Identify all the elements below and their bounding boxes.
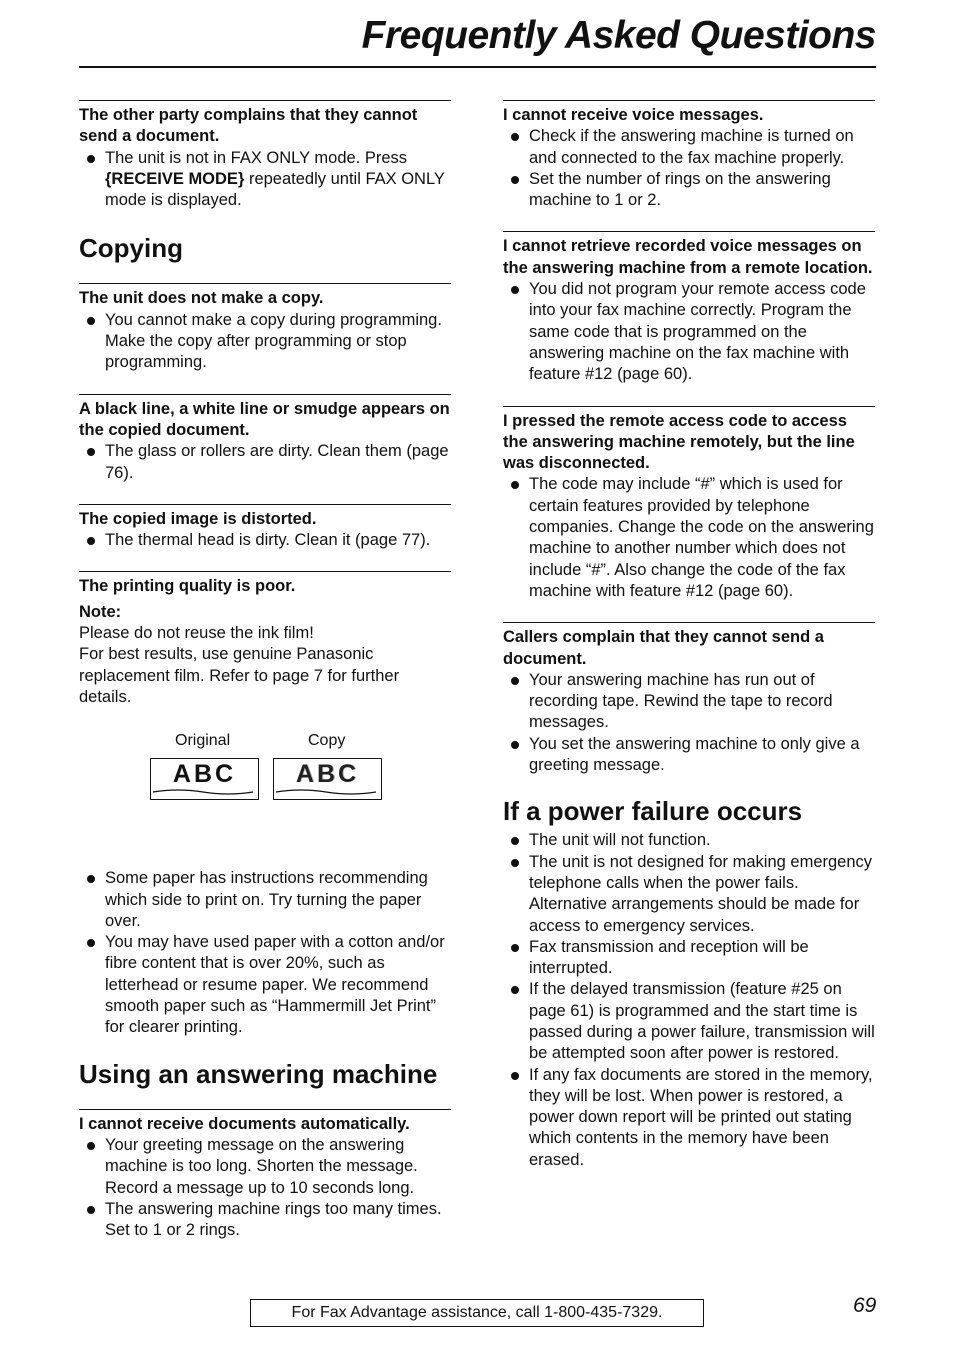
faq-intro [79, 100, 451, 211]
faq-bullet: The code may include “#” which is used for certain features provided by telephone companies. Change the code on the answering machine to another number which does not include “#”. Also change the code of the fax machine with feature #12 (page 60). [503, 474, 875, 602]
faq-bullet: You may have used paper with a cotton and/or fibre content that is over 20%, such as letterhead or resume paper. We recommend smooth paper such as “Hammermill Jet Print” for clearer printing. [79, 932, 451, 1038]
note-text: For best results, use genuine Panasonic replacement film. Refer to page 7 for further details. [79, 645, 400, 706]
faq-question: The other party complains that they cannot send a document. [79, 106, 418, 146]
faq-copy-2 [79, 394, 451, 484]
faq-bullet [79, 148, 451, 212]
faq-bullet: Check if the answering machine is turned on and connected to the fax machine properly. [503, 126, 875, 169]
faq-bullets [79, 148, 451, 212]
faq-bullet: The unit will not function. [503, 830, 875, 851]
faq-bullet: You cannot make a copy during programming. Make the copy after programming or stop programming. [79, 310, 451, 374]
faq-bullet: Your greeting message on the answering machine is too long. Shorten the message. Record a message up to 10 seconds long. [79, 1135, 451, 1199]
faq-question: A black line, a white line or smudge appears on the copied document. [79, 399, 450, 439]
faq-copy-1 [79, 283, 451, 373]
faq-question: The copied image is distorted. [79, 509, 317, 528]
faq-bullets [79, 530, 451, 551]
paper-wave-icon [276, 788, 376, 796]
section-title-power-failure: If a power failure occurs [503, 796, 803, 827]
footer-assistance: For Fax Advantage assistance, call 1-800-435-7329. [250, 1299, 704, 1327]
faq-bullet: Fax transmission and reception will be interrupted. [503, 937, 875, 980]
faq-bullet: The glass or rollers are dirty. Clean them (page 76). [79, 441, 451, 484]
faq-bullets [503, 126, 875, 211]
faq-bullet: Some paper has instructions recommending which side to print on. Try turning the paper over. [79, 868, 451, 932]
faq-question: Callers complain that they cannot send a document. [503, 628, 824, 668]
paper-wave-icon [153, 788, 253, 796]
faq-bullets [79, 1135, 451, 1241]
section-title-answering-machine: Using an answering machine [79, 1058, 438, 1089]
faq-remote-disconnect [503, 406, 875, 603]
title-rule [79, 66, 876, 68]
faq-bullets [503, 279, 875, 385]
faq-bullets [79, 310, 451, 374]
original-caption: Original [175, 732, 231, 750]
section-title-copying: Copying [79, 233, 183, 264]
faq-question: The printing quality is poor. [79, 577, 296, 596]
faq-bullets [503, 474, 875, 602]
original-sample-text: ABC [172, 760, 237, 789]
faq-bullet: If the delayed transmission (feature #25 on page 61) is programmed and the start time is passed during a power failure, transmission will be attempted soon after power is restored. [503, 979, 875, 1064]
bullet-text: repeatedly until FAX ONLY mode is displayed. [105, 169, 445, 210]
bullet-text: The unit is not in FAX ONLY mode. Press [105, 148, 408, 167]
right-column [503, 100, 875, 1171]
faq-question: I cannot receive documents automatically. [79, 1114, 410, 1133]
faq-copy-3 [79, 504, 451, 552]
note-label: Note: [79, 602, 122, 621]
faq-remote-retrieve [503, 231, 875, 385]
faq-print-quality [79, 571, 451, 1038]
faq-bullet: You did not program your remote access code into your fax machine correctly. Program the same code that is programmed on the answering machine on the fax machine with feature #12 (page 60). [503, 279, 875, 385]
copy-sample-text: ABC [295, 760, 360, 789]
copy-sample [273, 758, 382, 800]
faq-callers-complain [503, 622, 875, 776]
faq-bullets [503, 670, 875, 776]
faq-answering [79, 1109, 451, 1242]
faq-question: I cannot retrieve recorded voice messages on the answering machine from a remote location. [503, 237, 873, 277]
receive-mode-key: {RECEIVE MODE} [105, 169, 245, 188]
faq-voice-messages [503, 100, 875, 211]
page-title: Frequently Asked Questions [361, 14, 876, 57]
faq-bullet: The unit is not designed for making emergency telephone calls when the power fails. Alternative arrangements should be made for access to emergency services. [503, 852, 875, 937]
faq-bullet: If any fax documents are stored in the memory, they will be lost. When power is restored, a power down report will be printed out stating which contents in the memory have been erased. [503, 1065, 875, 1171]
faq-question: I pressed the remote access code to access the answering machine remotely, but the line was disconnected. [503, 411, 855, 473]
faq-bullet: The thermal head is dirty. Clean it (page 77). [79, 530, 451, 551]
faq-question: The unit does not make a copy. [79, 289, 324, 308]
copy-quality-illustration [79, 708, 451, 868]
faq-bullets [79, 868, 451, 1038]
copy-caption: Copy [308, 732, 346, 750]
faq-bullet: The answering machine rings too many times. Set to 1 or 2 rings. [79, 1199, 451, 1242]
power-failure-bullets [503, 830, 875, 1171]
note-text: Please do not reuse the ink film! [79, 624, 314, 643]
faq-bullet: Set the number of rings on the answering machine to 1 or 2. [503, 169, 875, 212]
faq-bullets [79, 441, 451, 484]
faq-bullet: You set the answering machine to only give a greeting message. [503, 734, 875, 777]
original-sample [150, 758, 259, 800]
page-number: 69 [853, 1294, 877, 1317]
faq-bullet: Your answering machine has run out of recording tape. Rewind the tape to record messages. [503, 670, 875, 734]
faq-question: I cannot receive voice messages. [503, 106, 764, 124]
left-column [79, 100, 451, 1261]
